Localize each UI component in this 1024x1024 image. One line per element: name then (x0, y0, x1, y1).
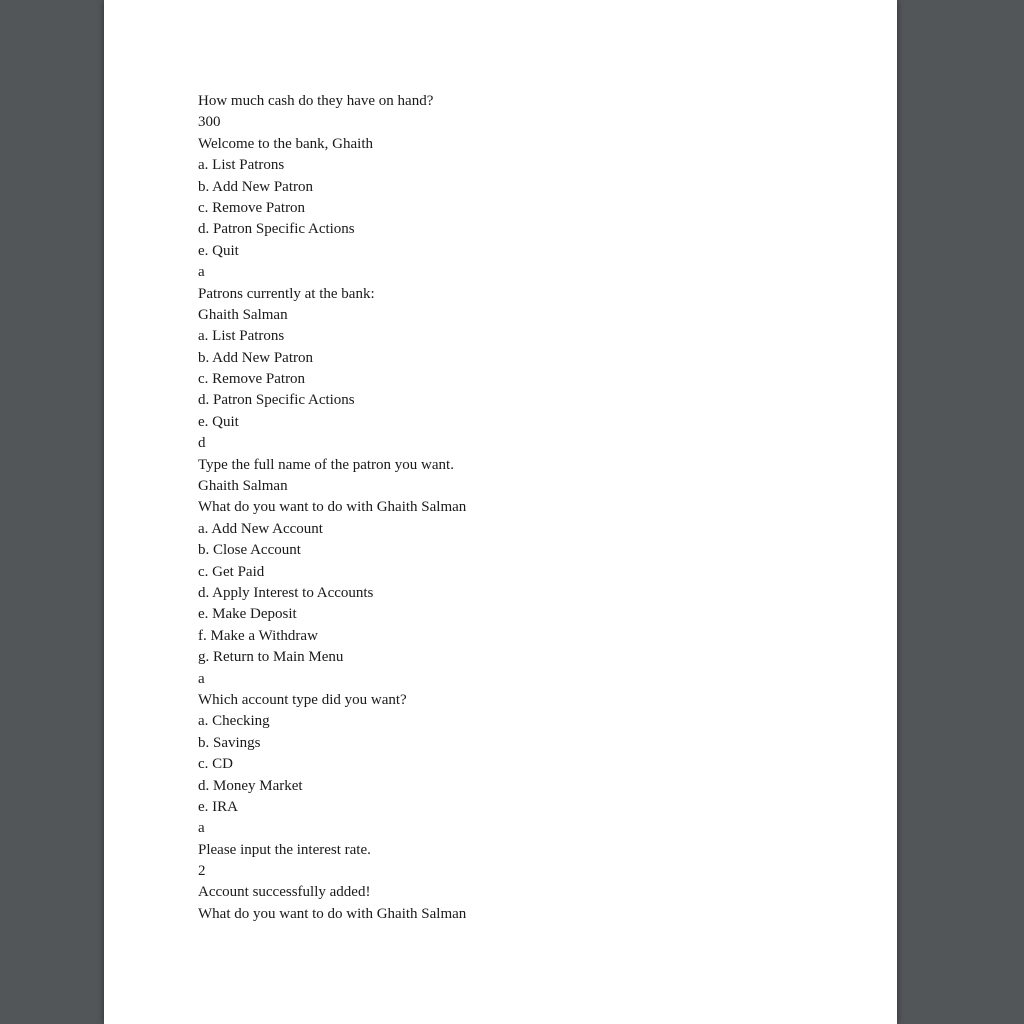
text-line: d. Patron Specific Actions (198, 221, 355, 238)
text-line: a. Checking (198, 713, 270, 730)
text-line: What do you want to do with Ghaith Salman (198, 499, 467, 516)
text-line: d. Apply Interest to Accounts (198, 584, 374, 601)
text-line: d. Money Market (198, 777, 303, 794)
text-line: What do you want to do with Ghaith Salman (198, 905, 467, 922)
text-line: e. IRA (198, 798, 238, 815)
text-line: a. List Patrons (198, 157, 285, 174)
text-line: How much cash do they have on hand? (198, 93, 434, 109)
text-line: e. Quit (198, 413, 239, 430)
text-line: b. Add New Patron (198, 178, 313, 195)
text-line: f. Make a Withdraw (198, 627, 318, 644)
text-line: b. Add New Patron (198, 349, 313, 366)
text-line: a (198, 264, 205, 281)
text-line: a (198, 820, 205, 837)
page-text-block (198, 91, 798, 925)
text-line: c. CD (198, 756, 233, 773)
text-line: a. List Patrons (198, 328, 285, 345)
text-line: d (198, 435, 206, 452)
text-line: Patrons currently at the bank: (198, 285, 375, 302)
text-line: d. Patron Specific Actions (198, 392, 355, 409)
text-line: c. Get Paid (198, 563, 265, 580)
text-line: Ghaith Salman (198, 478, 288, 495)
text-line: 300 (198, 114, 221, 131)
text-line: e. Quit (198, 242, 239, 259)
text-line: c. Remove Patron (198, 199, 306, 216)
text-line: a. Add New Account (198, 520, 323, 537)
text-line: b. Savings (198, 734, 261, 751)
document-page (104, 0, 897, 1024)
text-line: Please input the interest rate. (198, 841, 371, 858)
text-line: a (198, 670, 205, 687)
text-line: Which account type did you want? (198, 691, 407, 708)
text-line: Welcome to the bank, Ghaith (198, 135, 373, 152)
text-line: g. Return to Main Menu (198, 649, 344, 666)
text-line: Ghaith Salman (198, 306, 288, 323)
text-line: Account successfully added! (198, 884, 371, 901)
text-line: b. Close Account (198, 542, 301, 559)
text-line: Type the full name of the patron you want. (198, 456, 454, 473)
text-line: c. Remove Patron (198, 371, 306, 388)
text-line: e. Make Deposit (198, 606, 297, 623)
text-line: 2 (198, 863, 206, 880)
